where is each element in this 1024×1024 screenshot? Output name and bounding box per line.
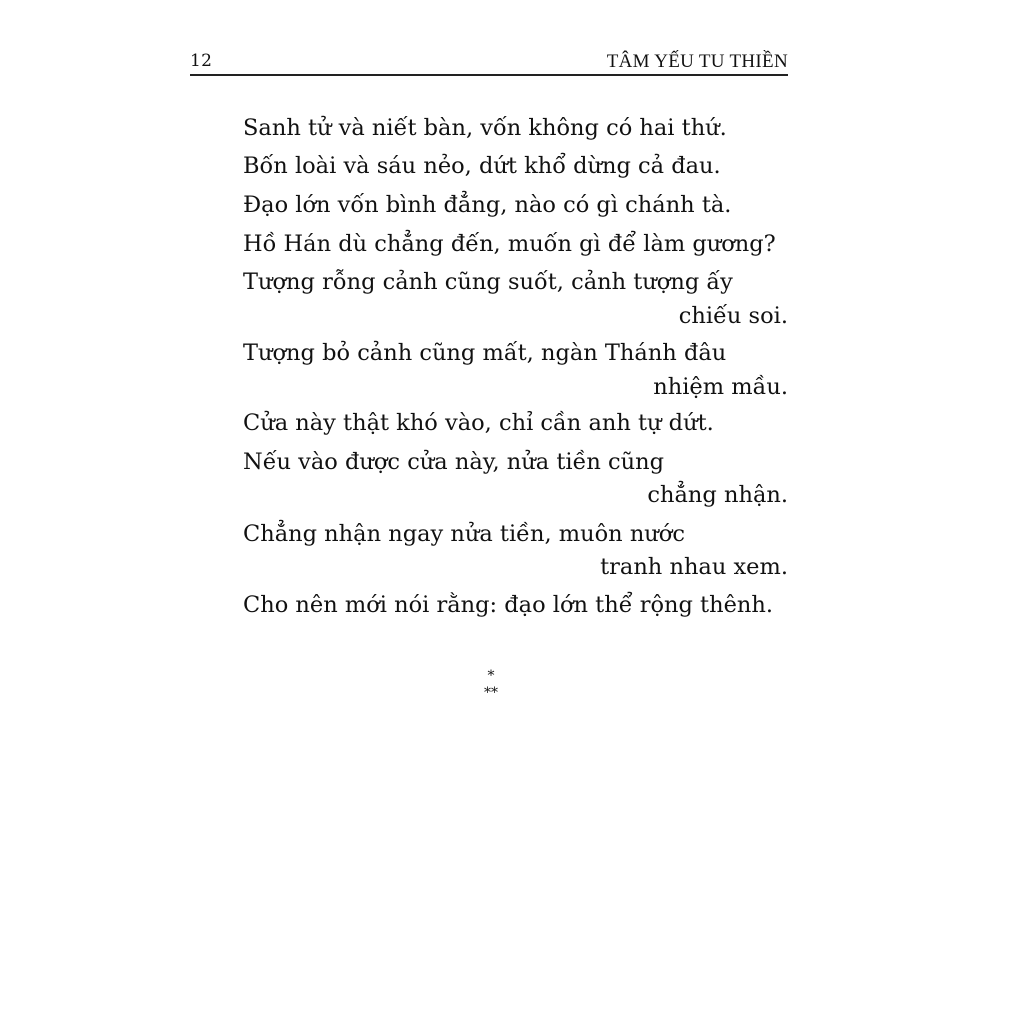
header-rule <box>190 74 788 76</box>
page-number: 12 <box>190 51 213 71</box>
section-ornament <box>476 668 506 702</box>
running-title: TÂM YẾU TU THIỀN <box>606 51 788 72</box>
verse-line: Hồ Hán dù chẳng đến, muốn gì để làm gương? <box>243 231 776 257</box>
ornament-bottom-stars: ** <box>484 685 498 701</box>
verse-line-continuation: chiếu soi. <box>678 303 788 329</box>
verse-line: Nếu vào được cửa này, nửa tiền cũng <box>243 449 665 475</box>
verse-line-continuation: nhiệm mầu. <box>653 374 788 400</box>
ornament-top-star: * <box>487 668 495 684</box>
verse-line: Tượng rỗng cảnh cũng suốt, cảnh tượng ấy <box>243 269 733 295</box>
verse-line: Chẳng nhận ngay nửa tiền, muôn nước <box>243 521 685 547</box>
verse-line-continuation: tranh nhau xem. <box>600 554 788 580</box>
verse-line: Cửa này thật khó vào, chỉ cần anh tự dứt. <box>243 410 714 436</box>
verse-line-continuation: chẳng nhận. <box>647 482 788 508</box>
verse-line: Sanh tử và niết bàn, vốn không có hai thứ. <box>243 115 727 141</box>
verse-line: Cho nên mới nói rằng: đạo lớn thể rộng thênh. <box>243 592 774 618</box>
verse-line: Bốn loài và sáu nẻo, dứt khổ dừng cả đau. <box>243 153 721 179</box>
verse-line: Tượng bỏ cảnh cũng mất, ngàn Thánh đâu <box>243 340 727 366</box>
verse-line: Đạo lớn vốn bình đẳng, nào có gì chánh tà. <box>243 192 732 218</box>
